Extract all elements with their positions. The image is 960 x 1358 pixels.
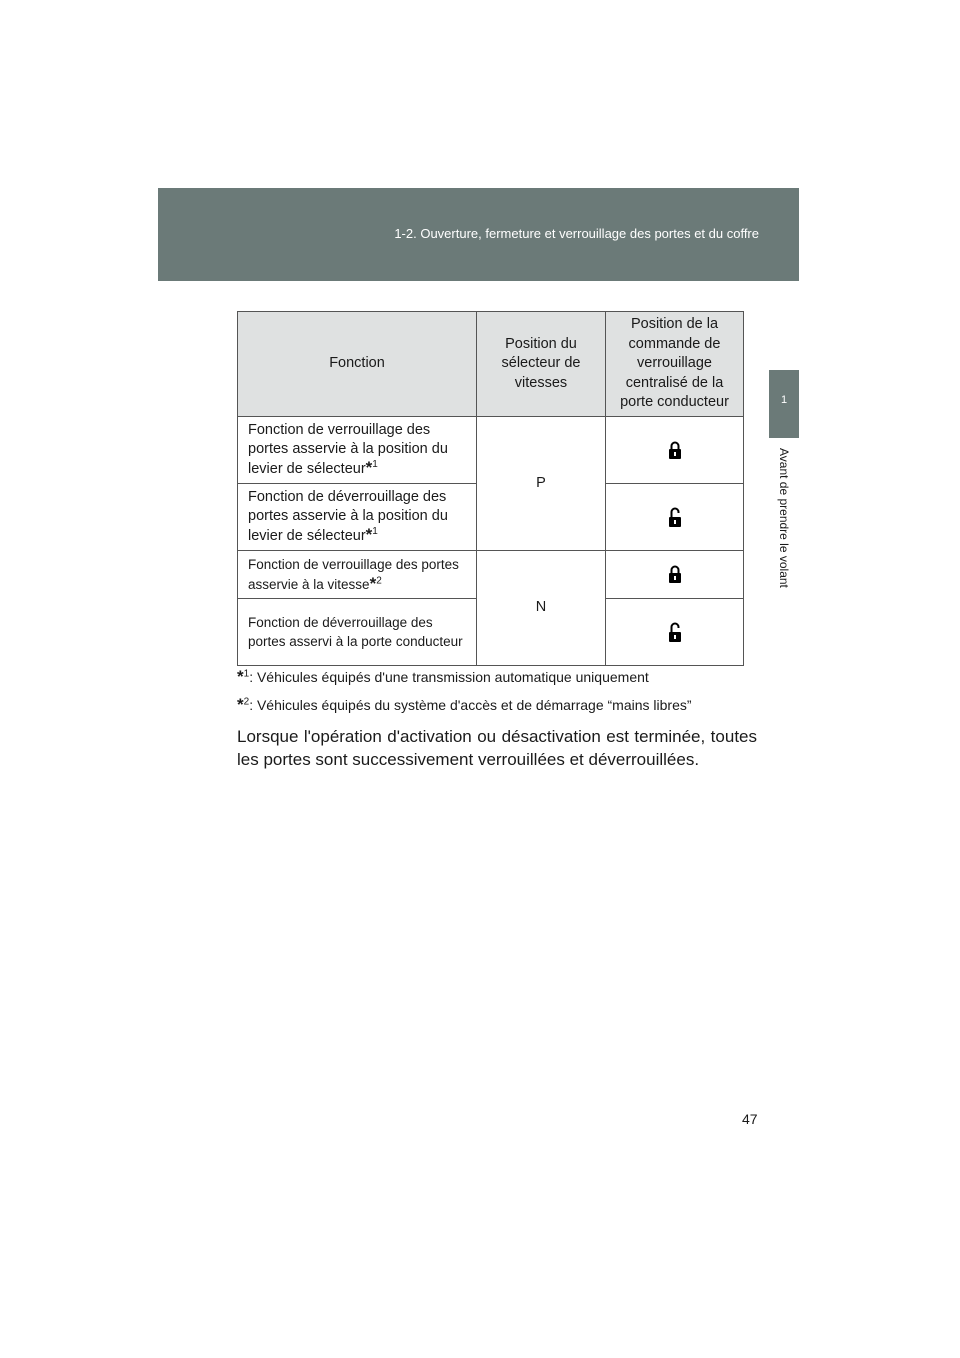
header-position: Position du sélecteur de vitesses xyxy=(477,312,606,417)
header-switch: Position de la commande de verrouillage centralisé de la porte conducteur xyxy=(606,312,744,417)
note-star: * xyxy=(369,573,377,593)
chapter-side-label xyxy=(776,448,792,623)
note-ref: 1 xyxy=(372,525,378,537)
footnote-text: : Véhicules équipés d'une transmission automatique uniquement xyxy=(249,669,649,685)
lock-cell xyxy=(606,551,744,599)
note-ref: 2 xyxy=(376,575,382,586)
function-text: Fonction de verrouillage des portes asservie à la vitesse xyxy=(248,557,459,592)
footnote-text: : Véhicules équipés du système d'accès et de démarrage “mains libres” xyxy=(249,697,692,713)
row-function xyxy=(238,484,477,551)
section-title: 1-2. Ouverture, fermeture et verrouillage des portes et du coffre xyxy=(394,226,759,241)
footnote xyxy=(237,666,757,688)
note-star: * xyxy=(237,695,244,714)
note-star: * xyxy=(365,457,373,477)
table-header-row xyxy=(238,312,744,417)
body-paragraph: Lorsque l'opération d'activation ou désactivation est terminée, toutes les portes sont successivement verrouillées et déverrouillées. xyxy=(237,727,757,769)
lock-open-icon xyxy=(668,621,682,643)
lock-cell xyxy=(606,599,744,666)
row-function: Fonction de déverrouillage des portes asservi à la porte conducteur xyxy=(238,599,477,666)
lock-open-icon xyxy=(668,506,682,528)
note-marker: 2 xyxy=(243,696,250,708)
page-number: 47 xyxy=(742,1111,758,1127)
lock-cell xyxy=(606,484,744,551)
selector-position: P xyxy=(477,417,606,551)
note-star: * xyxy=(237,667,244,686)
lock-closed-icon xyxy=(668,440,682,460)
chapter-header xyxy=(158,188,799,281)
table-row xyxy=(238,417,744,484)
lock-closed-icon xyxy=(668,564,682,584)
row-function xyxy=(238,417,477,484)
selector-position: N xyxy=(477,551,606,666)
chapter-tab xyxy=(769,370,799,438)
function-table xyxy=(237,311,744,666)
lock-cell xyxy=(606,417,744,484)
function-text: Fonction de déverrouillage des portes asservie à la position du levier de sélecteur xyxy=(248,488,448,544)
note-marker: 1 xyxy=(243,668,250,680)
note-star: * xyxy=(365,524,373,544)
footnote xyxy=(237,694,757,716)
table-row xyxy=(238,551,744,599)
chapter-number: 1 xyxy=(780,394,788,406)
footnotes xyxy=(237,666,757,722)
chapter-title: Avant de prendre le volant xyxy=(777,448,791,588)
header-function: Fonction xyxy=(238,312,477,417)
function-text: Fonction de verrouillage des portes asservie à la position du levier de sélecteur xyxy=(248,421,448,477)
note-ref: 1 xyxy=(372,458,378,470)
row-function xyxy=(238,551,477,599)
